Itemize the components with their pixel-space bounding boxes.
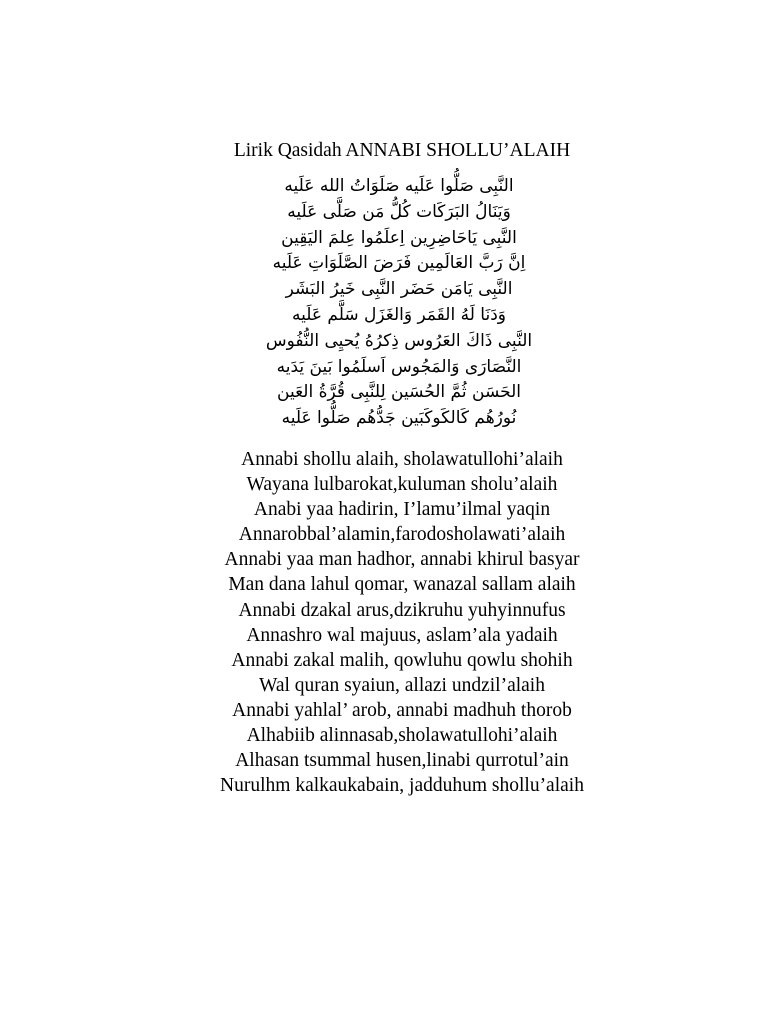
transliteration-line: Alhabiib alinnasab,sholawatullohi’alaih (246, 725, 558, 747)
arabic-lyric-line: النَّبِى صَلُّوا عَلَيه صَلَوَاتُ الله عَلَيه (284, 176, 514, 196)
document-title: Lirik Qasidah ANNABI SHOLLU’ALAIH (233, 140, 571, 161)
transliteration-line: Annabi yaa man hadhor, annabi khirul basyar (224, 549, 580, 571)
transliteration-line: Alhasan tsummal husen,linabi qurrotul’ain (235, 750, 569, 772)
transliteration-lyrics (0, 447, 768, 798)
transliteration-line: Annabi shollu alaih, sholawatullohi’alaih (241, 449, 563, 470)
arabic-lyric-line: النَّبِى ذَاكَ العَرُوس ذِكرُهُ يُحيِى النُّفُوس (265, 330, 533, 351)
transliteration-line: Annarobbal’alamin,farodosholawati’alaih (238, 524, 566, 546)
arabic-lyric-line: النَّبِى يَاحَاضِرِين اِعلَمُوا عِلمَ اليَقِين (281, 227, 517, 248)
arabic-lyric-line: الحَسَن ثُمَّ الحُسَين لِلنَّبِى قُرَّةُ العَين (277, 382, 521, 403)
arabic-lyrics (0, 174, 768, 432)
transliteration-line: Man dana lahul qomar, wanazal sallam alaih (228, 574, 576, 596)
arabic-lyric-line: وَيَنَالُ البَرَكَات كُلُّ مَن صَلَّى عَلَيه (287, 201, 511, 222)
transliteration-line: Annabi yahlal’ arob, annabi madhuh thorob (232, 699, 572, 721)
arabic-lyric-line: اِنَّ رَبَّ العَالَمِين فَرَضَ الصَّلَوَاتِ عَلَيه (272, 253, 526, 274)
arabic-lyric-line: نُورُهُم كَالكَوكَبَين جَدُّهُم صَلُّوا عَلَيه (281, 408, 517, 429)
transliteration-line: Nurulhm kalkaukabain, jadduhum shollu’alaih (220, 775, 584, 797)
transliteration-line: Anabi yaa hadirin, I’lamu’ilmal yaqin (253, 499, 551, 521)
transliteration-line: Annashro wal majuus, aslam’ala yadaih (246, 624, 558, 646)
arabic-lyric-line: النَّصَارَى وَالمَجُوس اَسلَمُوا بَينَ يَدَيه (276, 356, 522, 377)
transliteration-line: Wal quran syaiun, allazi undzil’alaih (259, 674, 545, 696)
transliteration-line: Annabi zakal malih, qowluhu qowlu shohih (231, 649, 573, 671)
transliteration-line: Annabi dzakal arus,dzikruhu yuhyinnufus (238, 599, 566, 621)
arabic-lyric-line: وَدَنَا لَهُ القَمَر وَالغَزَل سَلَّم عَلَيه (292, 304, 506, 325)
transliteration-line: Wayana lulbarokat,kuluman sholu’alaih (246, 474, 558, 496)
arabic-lyric-line: النَّبِى يَامَن حَضَر النَّبِى خَيرُ البَشَر (285, 279, 513, 300)
